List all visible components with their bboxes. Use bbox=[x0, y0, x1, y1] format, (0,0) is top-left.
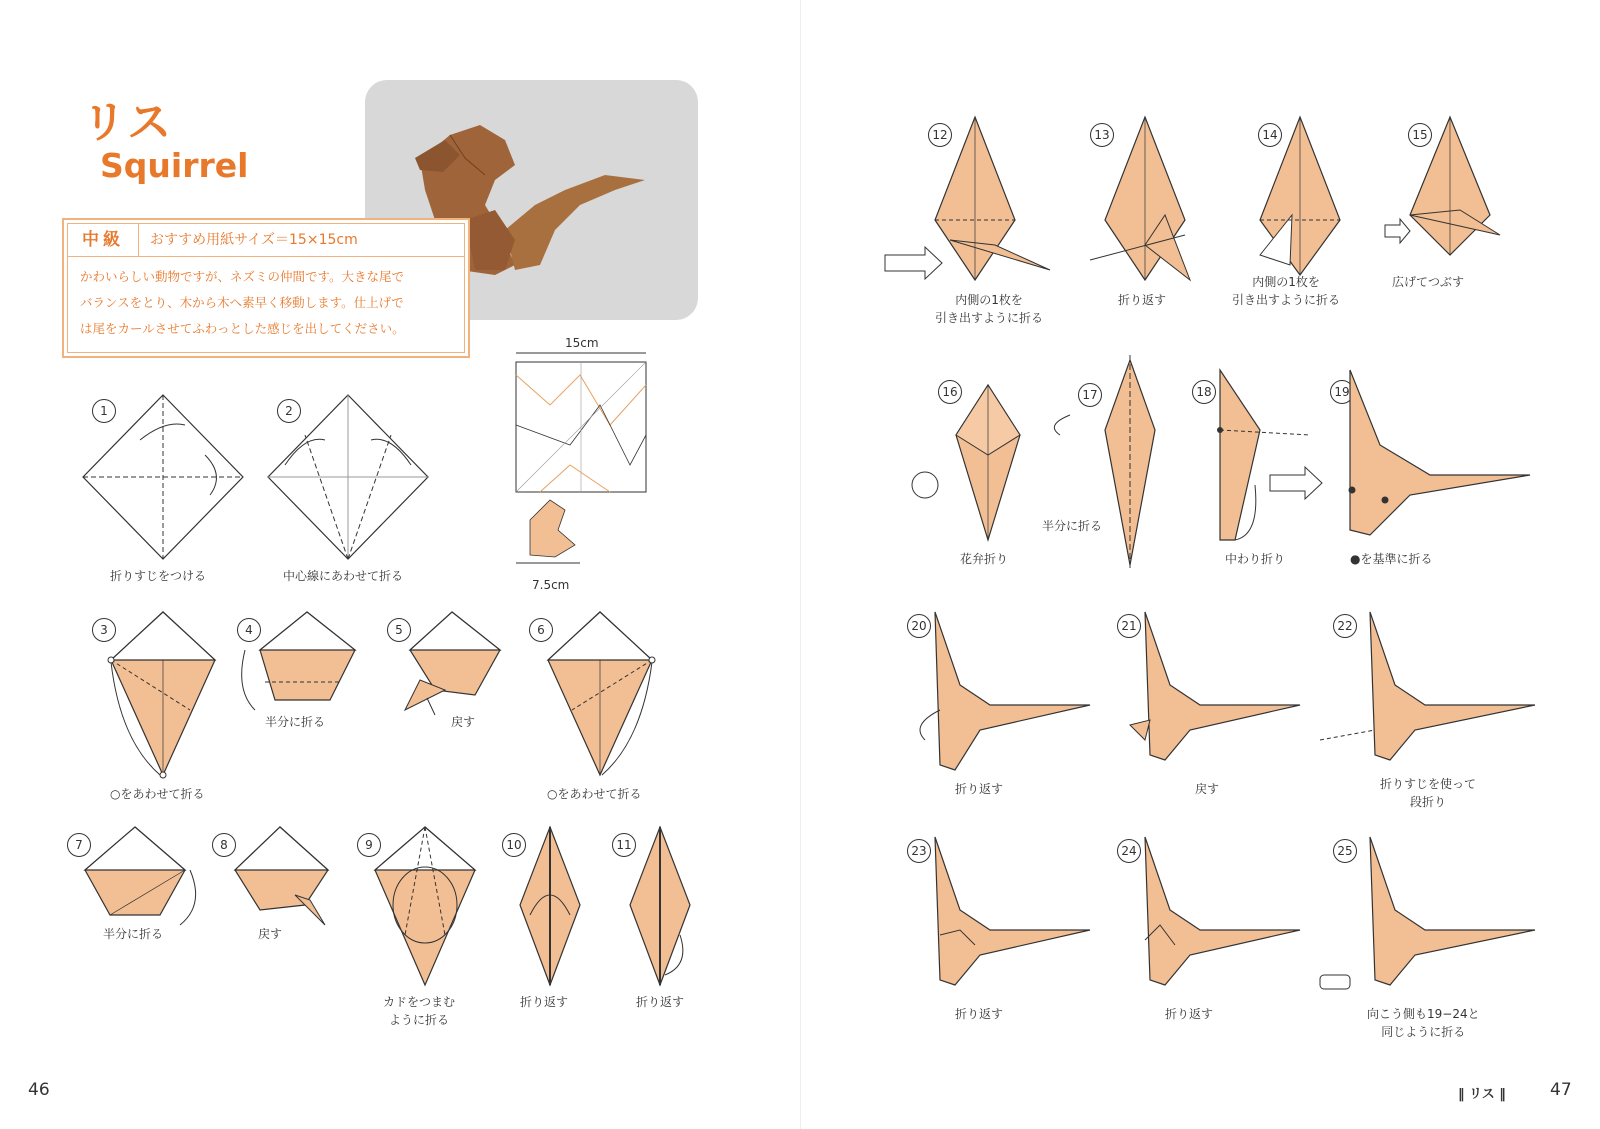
step-21: 21 戻す bbox=[1115, 610, 1315, 795]
step-19: 19 ●を基準に折る bbox=[1300, 365, 1540, 575]
crease-result-label: 7.5cm bbox=[532, 578, 570, 592]
squirrel-body-diagram bbox=[905, 610, 1105, 775]
title-japanese: リス bbox=[82, 97, 174, 148]
fold-diagram bbox=[1390, 115, 1540, 275]
step-8: 8 戻す bbox=[210, 825, 350, 965]
page-number-right: 47 bbox=[1550, 1080, 1572, 1100]
difficulty-level: 中級 bbox=[68, 224, 139, 257]
fold-diagram bbox=[1190, 365, 1310, 545]
fold-diagram bbox=[210, 825, 350, 935]
step-12: 12 内側の1枚を 引き出すように折る bbox=[900, 115, 1070, 335]
step-18: 18 中わり折り bbox=[1190, 365, 1310, 575]
step-20: 20 折り返す bbox=[905, 610, 1105, 795]
fold-diagram bbox=[900, 115, 1070, 290]
step-15: 15 広げてつぶす bbox=[1390, 115, 1540, 305]
paper-size: おすすめ用紙サイズ＝15×15cm bbox=[150, 232, 358, 248]
fold-diagram bbox=[235, 610, 365, 720]
squirrel-body-diagram bbox=[1115, 610, 1315, 775]
step-22: 22 折りすじを使って 段折り bbox=[1325, 610, 1545, 815]
description: かわいらしい動物ですが、ネズミの仲間です。大きな尾で バランスをとり、木から木へ素早く移動します。仕上げで は尾をカールさせてふわっとした感じを出してください。 bbox=[80, 269, 405, 336]
fold-diagram bbox=[1300, 365, 1540, 545]
step-25: 25 向こう側も19−24と 同じように折る bbox=[1325, 835, 1545, 1035]
step-17: 17 半分に折る bbox=[1040, 355, 1180, 570]
step-2: 2 中心線にあわせて折る bbox=[265, 395, 435, 585]
step-14: 14 内側の1枚を 引き出すように折る bbox=[1230, 115, 1380, 325]
step-24: 24 折り返す bbox=[1115, 835, 1315, 1020]
fold-diagram bbox=[1040, 355, 1180, 570]
step-10: 10 折り返す bbox=[500, 825, 610, 1025]
step-9: 9 カドをつまむ ように折る bbox=[355, 825, 495, 1025]
kite-diagram bbox=[355, 825, 495, 995]
squirrel-body-diagram bbox=[1115, 835, 1315, 1000]
squirrel-body-diagram bbox=[1325, 835, 1545, 1000]
step-4: 4 半分に折る bbox=[235, 610, 365, 750]
step-6: 6 ○をあわせて折る bbox=[527, 610, 677, 800]
squirrel-body-diagram bbox=[905, 835, 1105, 1000]
fold-diagram bbox=[1070, 115, 1220, 290]
step-3: 3 ○をあわせて折る bbox=[90, 610, 240, 800]
hand-icon bbox=[1320, 975, 1350, 989]
kite-diagram bbox=[527, 610, 677, 780]
step-13: 13 折り返す bbox=[1070, 115, 1220, 315]
diamond-diagram bbox=[265, 395, 435, 565]
kite-diagram bbox=[90, 610, 240, 780]
crease-pattern bbox=[510, 345, 650, 595]
info-box bbox=[62, 218, 470, 358]
fold-diagram bbox=[910, 360, 1040, 545]
diamond-diagram bbox=[80, 395, 250, 565]
step-23: 23 折り返す bbox=[905, 835, 1105, 1020]
page-number-left: 46 bbox=[28, 1080, 50, 1100]
fold-diagram bbox=[1230, 115, 1380, 280]
step-7: 7 半分に折る bbox=[65, 825, 215, 965]
squirrel-body-diagram bbox=[1325, 610, 1545, 775]
title-english: Squirrel bbox=[100, 146, 249, 185]
spine-divider bbox=[800, 0, 801, 1129]
fold-diagram bbox=[65, 825, 215, 935]
fold-diagram bbox=[385, 610, 515, 720]
crease-width-label: 15cm bbox=[565, 336, 599, 350]
step-5: 5 戻す bbox=[385, 610, 515, 750]
kite-diagram bbox=[610, 825, 720, 995]
running-head: ‖ リス ‖ bbox=[1458, 1087, 1506, 1102]
kite-diagram bbox=[500, 825, 610, 995]
step-1: 1 折りすじをつける bbox=[80, 395, 250, 585]
step-11: 11 折り返す bbox=[610, 825, 720, 1025]
step-16: 16 花弁折り bbox=[910, 360, 1040, 575]
